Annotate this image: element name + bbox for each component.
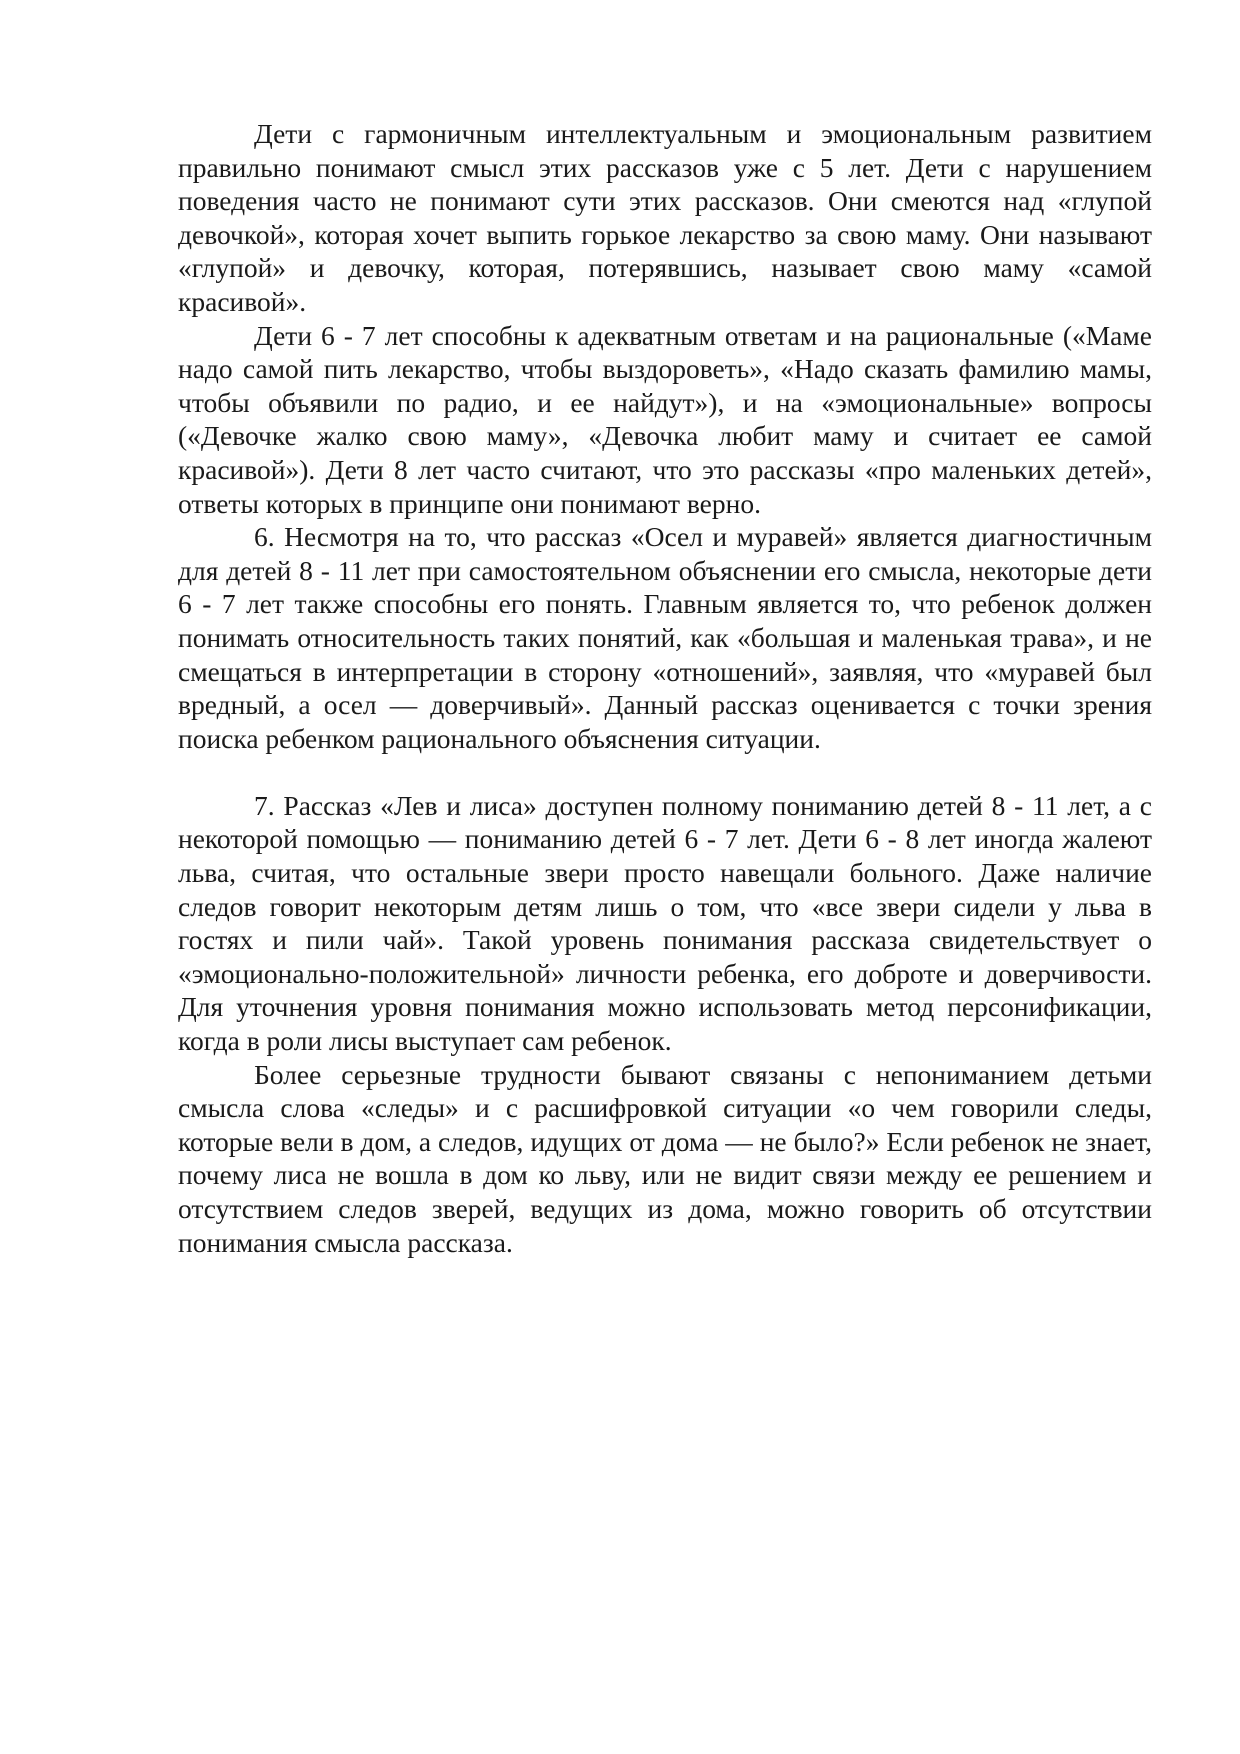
paragraph-item-7-lion-fox: 7. Рассказ «Лев и лиса» доступен полному пониманию детей 8 - 11 лет, а с некоторой помощью — пониманию детей 6 - 7 лет. Дети 6 - 8 лет иногда жалеют льва, считая, что остальные звери просто навещали больного. Даже наличие следов говорит некоторым детям лишь о том, что «все звери сидели у льва в гостях и пили чай». Такой уровень понимания рассказа свидетельствует о «эмоционально-положительной» личности ребенка, его доброте и доверчивости. Для уточнения уровня понимания можно использовать метод персонификации, когда в роли лисы выступает сам ребенок.: [178, 789, 1152, 1057]
paragraph-item-6-donkey-ant: 6. Несмотря на то, что рассказ «Осел и муравей» является диагностичным для детей 8 - 11 лет при самостоятельном объяснении его смысла, некоторые дети 6 - 7 лет также способны его понять. Главным является то, что ребенок должен понимать относительность таких понятий, как «большая и маленькая трава», и не смещаться в интерпретации в сторону «отношений», заявляя, что «муравей был вредный, а осел — доверчивый». Данный рассказ оценивается с точки зрения поиска ребенком рационального объяснения ситуации.: [178, 521, 1152, 754]
body-text: [178, 117, 1152, 1259]
paragraph-footprints-difficulties: Более серьезные трудности бывают связаны с непониманием детьми смысла слова «следы» и с расшифровкой ситуации «о чем говорили следы, которые вели в дом, а следов, идущих от дома — не было?» Если ребенок не знает, почему лиса не вошла в дом ко льву, или не видит связи между ее решением и отсутствием следов зверей, ведущих из дома, можно говорить об отсутствии понимания смысла рассказа.: [178, 1058, 1152, 1258]
paragraph-harmonic-development: Дети с гармоничным интеллектуальным и эмоциональным развитием правильно понимают смысл этих рассказов уже с 5 лет. Дети с нарушением поведения часто не понимают сути этих рассказов. Они смеются над «глупой девочкой», которая хочет выпить горькое лекарство за свою маму. Они называют «глупой» и девочку, которая, потерявшись, называет свою маму «самой красивой».: [178, 118, 1152, 317]
paragraph-children-6-7: Дети 6 - 7 лет способны к адекватным ответам и на рациональные («Маме надо самой пить лекарство, чтобы выздороветь», «Надо сказать фамилию мамы, чтобы объявили по радио, и ее найдут»), и на «эмоциональные» вопросы («Девочке жалко свою маму», «Девочка любит маму и считает ее самой красивой»). Дети 8 лет часто считают, что это рассказы «про маленьких детей», ответы которых в принципе они понимают верно.: [178, 319, 1152, 519]
